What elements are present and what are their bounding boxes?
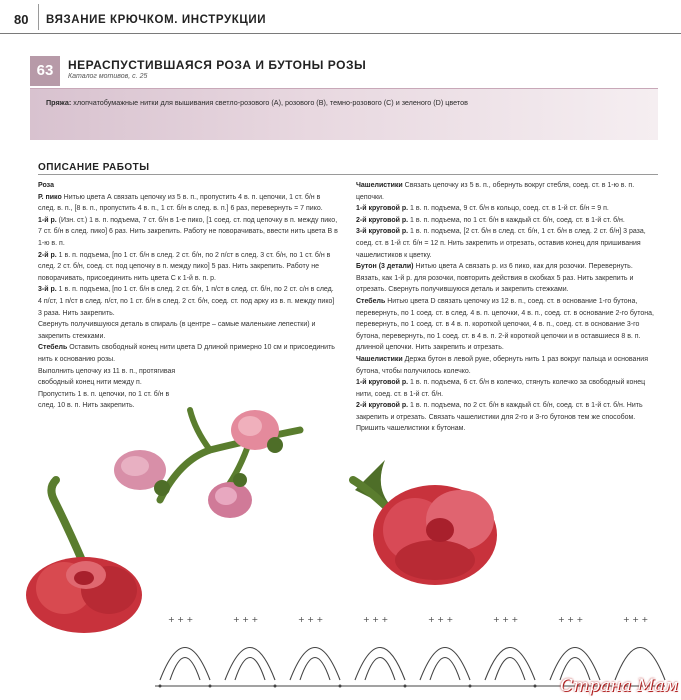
pattern-number-badge: 63	[30, 56, 60, 86]
paragraph-text: 1 в. п. подъема, 6 ст. б/н в колечко, стянуть колечко за свободный конец нити, соед. ст. в 1-й ст. б/н.	[356, 379, 646, 398]
paragraph-label: Стебель	[38, 344, 68, 352]
paragraph-label: 2-й круговой р.	[356, 216, 409, 224]
yarn-label: Пряжа:	[46, 98, 72, 107]
description-rule	[38, 174, 658, 175]
instruction-paragraph	[38, 250, 338, 285]
svg-text:+ + +: + + +	[168, 615, 194, 624]
yarn-text: хлопчатобумажные нитки для вышивания светло-розового (А), розового (В), темно-розового (С) и зеленого (D) цветов	[71, 98, 468, 107]
paragraph-label: Роза	[38, 182, 54, 189]
header-rule	[0, 33, 681, 34]
catalog-reference: Каталог мотивов, с. 25	[68, 73, 148, 80]
paragraph-label: 1-й круговой р.	[356, 379, 409, 387]
rose-illustration-left	[14, 470, 164, 640]
paragraph-text: Пропустить 1 в. п. цепочки, по 1 ст. б/н в след. 10 в. п. Нить закрепить.	[38, 390, 170, 410]
instruction-paragraph	[356, 377, 658, 400]
paragraph-label: 3-й р.	[38, 286, 57, 294]
paragraph-text: Нитью цвета А связать цепочку из 5 в. п., пропустить 4 в. п. цепочки, 1 ст. б/н в след. в. п., [8 в. п., пропустить 4 в. п., 1 ст. б/н в след. в. п.] 6 раз, перевернуть = 7 пико.	[38, 193, 323, 213]
instruction-paragraph	[356, 203, 658, 215]
paragraph-text: Нитью цвета А связать р. из 6 пико, как для розочки. Перевернуть. Вязать, как 1-й р. для розочки, повторить действия в скобках 5 раз. Нить закрепить и отрезать. Свернуть получившуюся деталь и закрепить стежками.	[356, 263, 634, 294]
section-title: ВЯЗАНИЕ КРЮЧКОМ. ИНСТРУКЦИИ	[46, 14, 267, 26]
svg-text:+ + +: + + +	[558, 615, 584, 624]
paragraph-text: 1 в. п. подъема, [по 1 ст. б/н в след. 2 ст. б/н, по 2 п/ст в след. 3 ст. б/н, по 1 ст. б/н в след. 2 ст. б/н, соед. ст. под цепочку в п. между пико] 5 раз. Нить закрепить. Работу не поворачивать, присоединить нить цвета С к 1-й в. п. р.	[38, 251, 331, 282]
svg-text:+ + +: + + +	[428, 615, 454, 624]
paragraph-text: 1 в. п. подъема, 9 ст. б/н в кольцо, соед. ст. в 1-й ст. б/н = 9 п.	[408, 205, 609, 213]
instruction-paragraph	[356, 296, 658, 354]
svg-text:+ + +: + + +	[363, 615, 389, 624]
paragraph-label: 3-й круговой р.	[356, 228, 409, 236]
instruction-paragraph	[38, 284, 338, 319]
paragraph-text: (Изн. ст.) 1 в. п. подъема, 7 ст. б/н в 1-е пико, [1 соед. ст. под цепочку в п. между пико, 7 ст. б/н в след. пико] 6 раз. Нить закрепить. Работу не поворачивать, ввести нить цвета В в 1-ю в. п.	[38, 216, 338, 247]
paragraph-text: Нитью цвета D связать цепочку из 12 в. п., соед. ст. в основание 1-го бутона, перевернуть, по 1 соед. ст. в след. 4 в. п. цепочки, 4 в. п., соед. ст. в основание 2-го бутона, перевернуть, по 1 соед. ст. в 4 в. п. короткой цепочки, 4 в. п., соед. ст. в основание 3-го бутона, перевернуть, по 1 соед. ст. в 4 в. п. 2-й короткой цепочки и в оставшиеся 8 в. п. длинной цепочки. Нить закрепить и отрезать.	[356, 297, 655, 352]
paragraph-text: Связать цепочку из 5 в. п., обернуть вокруг стебля, соед. ст. в 1-ю в. п. цепочки.	[356, 182, 635, 201]
paragraph-label: 1-й р.	[38, 216, 57, 224]
paragraph-text: Выполнить цепочку из 11 в. п., протягивая свободный конец нити между п.	[38, 367, 176, 387]
instructions-left-column	[38, 180, 338, 412]
header-divider	[38, 4, 39, 30]
instruction-paragraph	[38, 342, 338, 365]
page-number: 80	[14, 12, 29, 27]
instruction-paragraph	[38, 366, 178, 389]
paragraph-text: 1 в. п. подъема, [по 1 ст. б/н в след. 2 ст. б/н, 1 п/ст в след. ст. б/н, по 2 ст. с/н в след. 4 п/ст, 1 п/ст в след. п/ст, по 1 ст. б/н в след. 2 ст. б/н, соед. ст. под арку из в. п. между пико] 3 раза. Нить закрепить.	[38, 286, 335, 317]
instruction-paragraph	[356, 180, 658, 203]
instruction-paragraph	[356, 215, 658, 227]
paragraph-text: Держа бутон в левой руке, обернуть нить 1 раз вокруг пальца и основания бутона, чтобы получилось колечко.	[356, 355, 649, 375]
description-heading: ОПИСАНИЕ РАБОТЫ	[38, 162, 150, 173]
paragraph-label: 2-й круговой р.	[356, 402, 409, 410]
instruction-paragraph	[38, 180, 338, 192]
pattern-title: НЕРАСПУСТИВШАЯСЯ РОЗА И БУТОНЫ РОЗЫ	[68, 58, 367, 72]
paragraph-label: 2-й р.	[38, 251, 57, 259]
svg-text:+ + +: + + +	[233, 615, 259, 624]
svg-text:+ + +: + + +	[298, 615, 324, 624]
instruction-paragraph	[38, 319, 338, 342]
paragraph-text: 1 в. п. подъема, по 2 ст. б/н в каждый ст. б/н, соед. ст. в 1-й ст. б/н. Нить закрепить и отрезать. Связать чашелистики для 2-го и 3-го бутонов тем же способом. Пришить чашелистики к бутонам.	[356, 402, 643, 433]
svg-text:+ + +: + + +	[493, 615, 519, 624]
svg-text:+ + +: + + +	[623, 615, 649, 624]
instruction-paragraph	[38, 192, 338, 215]
yarn-info	[46, 98, 646, 107]
paragraph-label: Р. пико	[38, 193, 62, 201]
paragraph-text: 1 в. п. подъема, [2 ст. б/н в след. ст. б/н, 1 ст. б/н в след. 2 ст. б/н] 3 раза, соед. ст. в 1-й ст. б/н = 12 п. Нить закрепить и отрезать, оставив конец для пришивания чашелистиков к цветку.	[356, 228, 646, 259]
instruction-paragraph	[356, 261, 658, 296]
paragraph-text: Свернуть получившуюся деталь в спираль (в центре – самые маленькие лепестки) и закрепить стежками.	[38, 321, 316, 340]
instruction-paragraph	[356, 400, 658, 435]
paragraph-text: Оставить свободный конец нити цвета D длиной примерно 10 см и присоединить нить к основанию розы.	[38, 344, 335, 363]
paragraph-label: Стебель	[356, 297, 386, 305]
instruction-paragraph	[38, 215, 338, 250]
paragraph-label: Чашелистики	[356, 355, 403, 363]
watermark: Страна Мам	[560, 676, 679, 696]
paragraph-label: Чашелистики	[356, 182, 403, 189]
paragraph-label: 1-й круговой р.	[356, 205, 409, 213]
instructions-right-column	[356, 180, 658, 435]
paragraph-text: 1 в. п. подъема, по 1 ст. б/н в каждый ст. б/н, соед. ст. в 1-й ст. б/н.	[408, 216, 625, 224]
instruction-paragraph	[356, 226, 658, 261]
rose-illustration-right	[345, 450, 515, 600]
paragraph-label: Бутон (3 детали)	[356, 263, 414, 271]
instruction-paragraph	[356, 354, 658, 377]
